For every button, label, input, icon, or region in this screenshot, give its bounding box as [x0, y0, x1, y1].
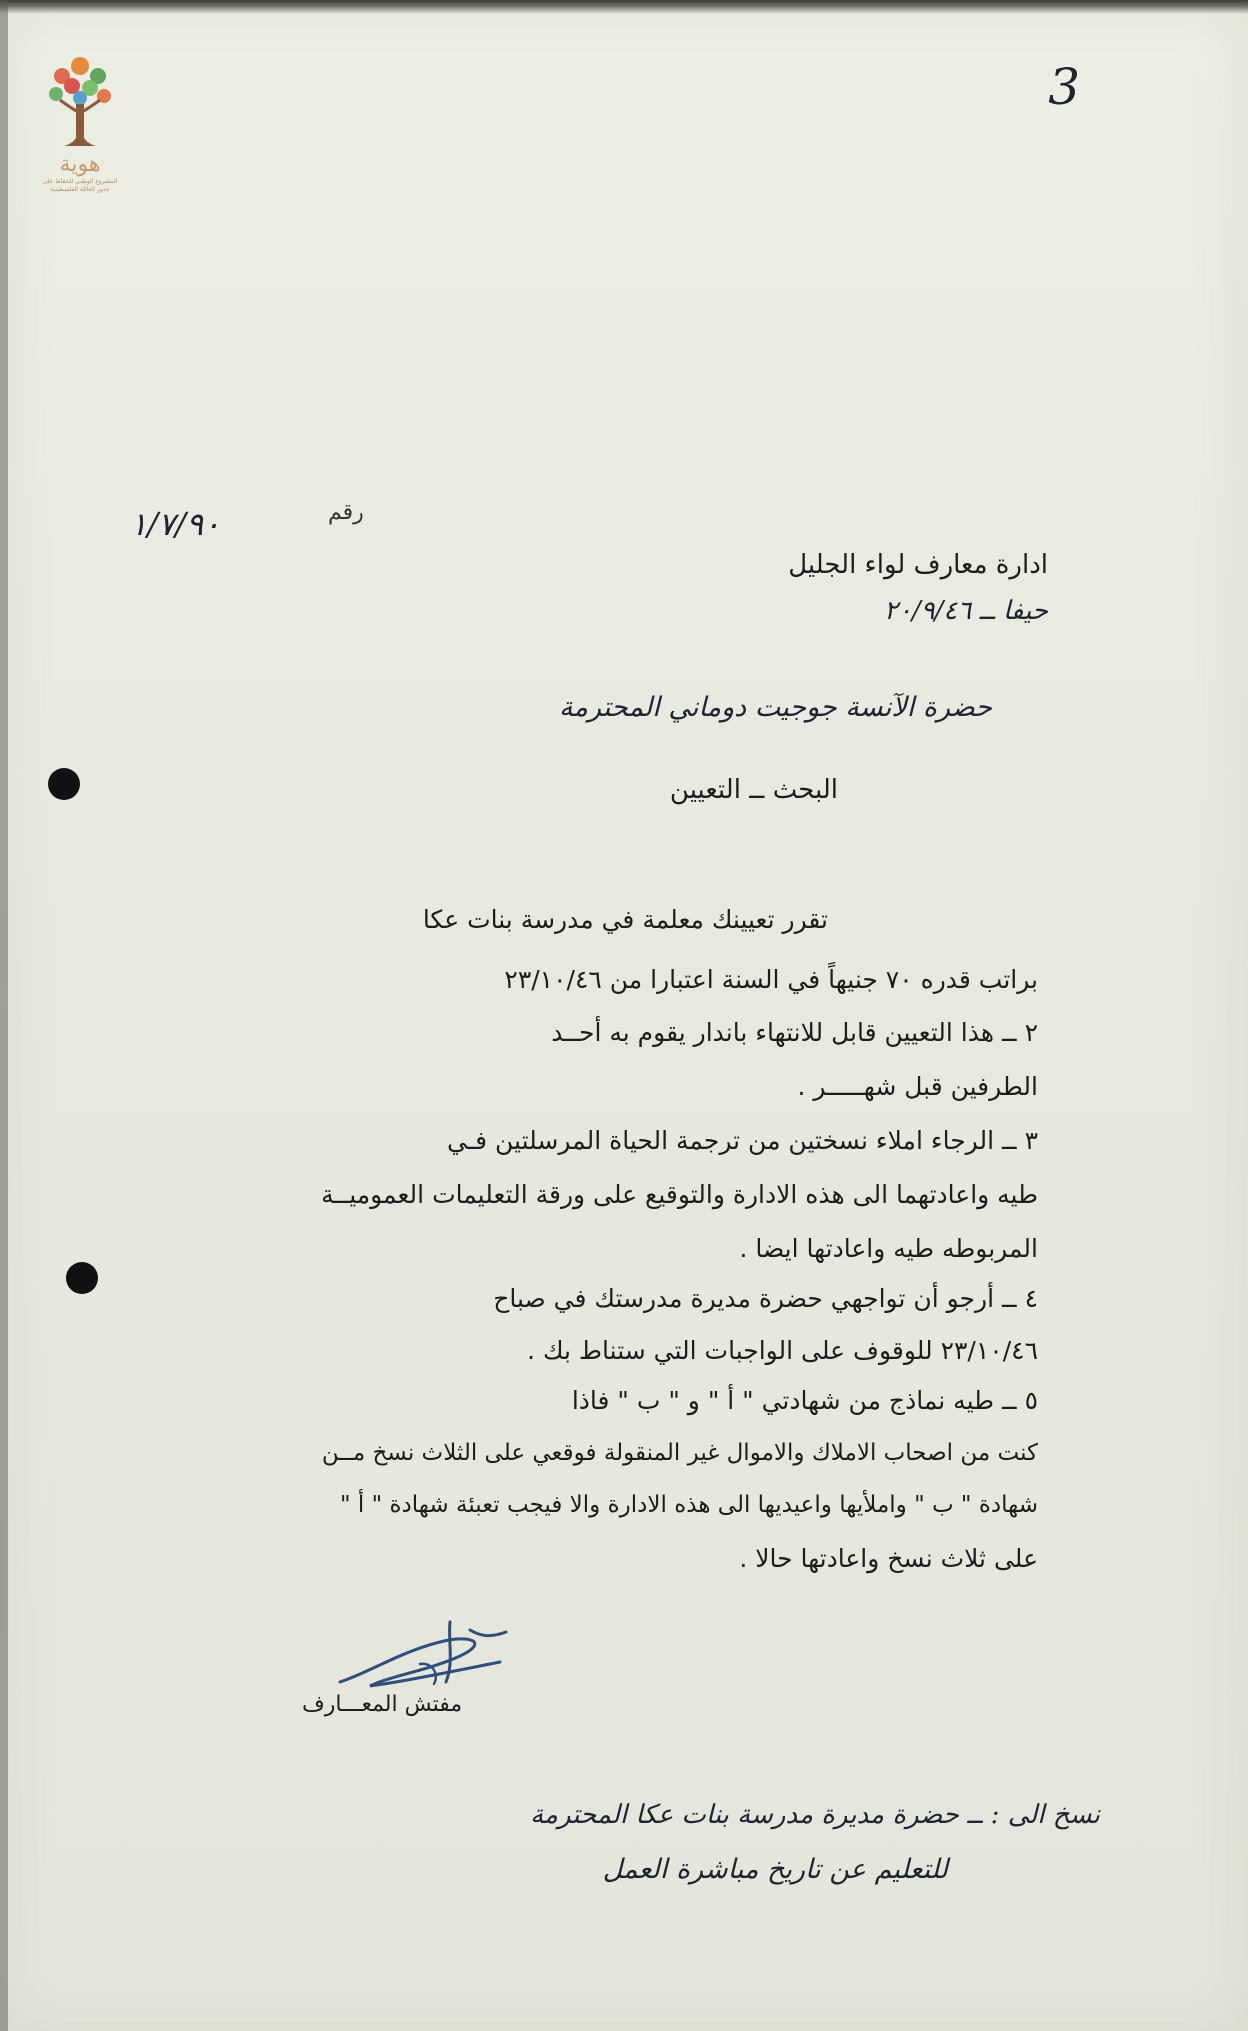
copies-line-1: نسخ الى : ــ حضرة مديرة مدرسة بنات عكا المحترمة [530, 1800, 1100, 1830]
paragraph-3-line-2: طيه واعادتهما الى هذه الادارة والتوقيع على ورقة التعليمات العموميــة [321, 1180, 1038, 1209]
paragraph-5-line-3: شهادة " ب " واملأيها واعيديها الى هذه الادارة والا فيجب تعبئة شهادة " أ " [340, 1492, 1038, 1518]
addressee: حضرة الآنسة جوجيت دوماني المحترمة [559, 692, 992, 723]
paragraph-3-line-3: المربوطه طيه واعادتها ايضا . [739, 1234, 1038, 1263]
paragraph-2-line-2: الطرفين قبل شهـــــر . [797, 1072, 1038, 1101]
copies-line-2: للتعليم عن تاريخ مباشرة العمل [602, 1854, 948, 1885]
paragraph-5-line-4: على ثلاث نسخ واعادتها حالا . [739, 1544, 1038, 1573]
signature-title: مفتش المعـــارف [302, 1692, 463, 1717]
paragraph-2-line-1: ٢ ــ هذا التعيين قابل للانتهاء باندار يقوم به أحــد [551, 1018, 1038, 1047]
scan-left-edge [0, 0, 8, 2031]
signature-scribble-icon [330, 1612, 530, 1702]
place-date: حيفا ــ ٢٠/٩/٤٦ [883, 596, 1048, 626]
archive-logo [40, 52, 120, 217]
paragraph-4-line-2: ٢٣/١٠/٤٦ للوقوف على الواجبات التي ستناط بك . [527, 1336, 1038, 1365]
paragraph-3-line-1: ٣ ــ الرجاء املاء نسختين من ترجمة الحياة المرسلتين فـي [446, 1126, 1038, 1155]
logo-word: هوية [59, 152, 101, 177]
paragraph-1-line-2: براتب قدره ٧٠ جنيهاً في السنة اعتبارا من ٢٣/١٠/٤٦ [504, 965, 1038, 994]
punch-hole-top [48, 768, 80, 800]
paragraph-4-line-1: ٤ ــ أرجو أن تواجهي حضرة مديرة مدرستك في صباح [493, 1284, 1038, 1313]
scan-top-edge [0, 0, 1248, 14]
tree-icon [42, 52, 118, 152]
paragraph-1-line-1: تقرر تعيينك معلمة في مدرسة بنات عكا [422, 905, 828, 934]
paragraph-5-line-2: كنت من اصحاب الاملاك والاموال غير المنقولة فوقعي على الثلاث نسخ مــن [321, 1440, 1038, 1466]
reference-number: ١/٧/٩٠ [130, 505, 221, 543]
department-name: ادارة معارف لواء الجليل [788, 550, 1048, 580]
reference-label: رقم [328, 500, 364, 525]
page-number: 3 [1048, 58, 1080, 116]
punch-hole-bottom [66, 1262, 98, 1294]
logo-subtitle: المشروع الوطني للحفاظ على جذور العائلة الفلسطينية [42, 178, 118, 193]
paragraph-5-line-1: ٥ ــ طيه نماذج من شهادتي " أ " و " ب " فاذا [571, 1386, 1038, 1415]
subject: البحث ــ التعيين [669, 775, 838, 805]
